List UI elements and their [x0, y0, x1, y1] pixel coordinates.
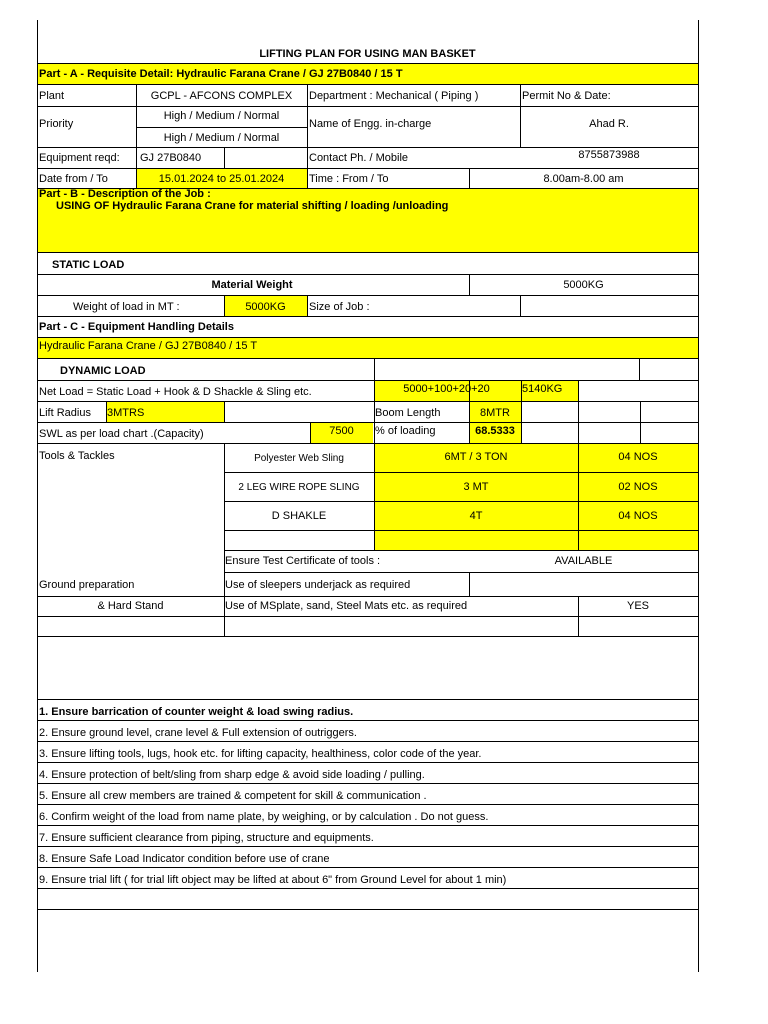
checklist-item-2: 2. Ensure ground level, crane level & Full extension of outriggers.: [39, 727, 357, 739]
job-size-label: Size of Job :: [309, 301, 370, 313]
equipment-value: GJ 27B0840: [140, 152, 202, 164]
checklist-item-3: 3. Ensure lifting tools, lugs, hook etc. for lifting capacity, healthiness, color code of the year.: [39, 748, 482, 760]
checklist-item-1: 1. Ensure barrication of counter weight & load swing radius.: [39, 706, 354, 718]
ground-prep-label: Ground preparation: [39, 579, 135, 591]
equipment-label: Equipment reqd:: [39, 152, 120, 164]
tools-label: Tools & Tackles: [39, 450, 115, 462]
tool-qty: 04 NOS: [618, 510, 658, 522]
dynamic-load-label: DYNAMIC LOAD: [60, 365, 146, 377]
material-weight-value: 5000KG: [563, 279, 604, 291]
date-label: Date from / To: [39, 173, 108, 185]
checklist-item-4: 4. Ensure protection of belt/sling from sharp edge & avoid side loading / pulling.: [39, 769, 425, 781]
net-load-formula: 5000+100+20+20: [403, 383, 490, 395]
department-label: Department : Mechanical ( Piping ): [309, 90, 479, 102]
priority-option-2: High / Medium / Normal: [163, 132, 280, 144]
tool-name: Polyester Web Sling: [254, 453, 344, 464]
part-c-heading: Part - C - Equipment Handling Details: [39, 321, 234, 333]
test-cert-label: Ensure Test Certificate of tools :: [225, 555, 381, 567]
material-weight-label: Material Weight: [211, 279, 293, 291]
swl-value: 7500: [329, 425, 354, 437]
plant-label: Plant: [39, 90, 65, 102]
net-load-total: 5140KG: [522, 383, 563, 395]
checklist-item-6: 6. Confirm weight of the load from name plate, by weighing, or by calculation . Do not guess.: [39, 811, 489, 823]
load-weight-value: 5000KG: [245, 301, 286, 313]
net-load-label: Net Load = Static Load + Hook & D Shackle & Sling etc.: [39, 386, 312, 398]
msplate-value: YES: [626, 600, 649, 612]
boom-length-value: 8MTR: [480, 407, 510, 419]
part-a-heading: Part - A - Requisite Detail: Hydraulic Farana Crane / GJ 27B0840 / 15 T: [39, 68, 403, 80]
part-b-heading: Part - B - Description of the Job :: [39, 188, 211, 200]
static-load-label: STATIC LOAD: [52, 259, 125, 271]
loading-label: % of loading: [375, 425, 436, 437]
checklist-item-7: 7. Ensure sufficient clearance from piping, structure and equipments.: [39, 832, 374, 844]
tool-capacity: 6MT / 3 TON: [444, 451, 508, 463]
time-value: 8.00am-8.00 am: [543, 173, 624, 185]
swl-label: SWL as per load chart .(Capacity): [39, 428, 204, 440]
checklist-item-8: 8. Ensure Safe Load Indicator condition before use of crane: [39, 853, 330, 865]
part-c-equipment: Hydraulic Farana Crane / GJ 27B0840 / 15 T: [39, 340, 258, 352]
test-cert-value: AVAILABLE: [554, 555, 613, 567]
priority-label: Priority: [39, 118, 74, 130]
boom-length-label: Boom Length: [375, 407, 441, 419]
checklist-item-5: 5. Ensure all crew members are trained & competent for skill & communication .: [39, 790, 427, 802]
contact-label: Contact Ph. / Mobile: [309, 152, 409, 164]
tool-name: 2 LEG WIRE ROPE SLING: [238, 482, 360, 493]
load-weight-label: Weight of load in MT :: [73, 301, 180, 313]
checklist-item-9: 9. Ensure trial lift ( for trial lift object may be lifted at about 6" from Ground Level for about 1 min): [39, 874, 507, 886]
permit-label: Permit No & Date:: [522, 90, 611, 102]
plant-value: GCPL - AFCONS COMPLEX: [150, 90, 293, 102]
job-description: USING OF Hydraulic Farana Crane for material shifting / loading /unloading: [56, 200, 449, 212]
priority-option-1: High / Medium / Normal: [163, 110, 280, 122]
msplate-label: Use of MSplate, sand, Steel Mats etc. as required: [225, 600, 468, 612]
time-label: Time : From / To: [309, 173, 389, 185]
lift-radius-label: Lift Radius: [39, 407, 91, 419]
tool-qty: 02 NOS: [618, 481, 658, 493]
date-value: 15.01.2024 to 25.01.2024: [158, 173, 285, 185]
engineer-label: Name of Engg. in-charge: [309, 118, 432, 130]
tool-capacity: 3 MT: [463, 481, 489, 493]
tool-qty: 04 NOS: [618, 451, 658, 463]
engineer-value: Ahad R.: [589, 118, 629, 130]
hard-stand-label: & Hard Stand: [97, 600, 164, 612]
tool-name: D SHAKLE: [271, 510, 327, 522]
tool-capacity: 4T: [469, 510, 483, 522]
page-title: LIFTING PLAN FOR USING MAN BASKET: [259, 48, 476, 60]
sleepers-label: Use of sleepers underjack as required: [225, 579, 411, 591]
lift-radius-value: 3MTRS: [107, 407, 145, 419]
contact-value: 8755873988: [578, 149, 640, 161]
loading-value: 68.5333: [475, 425, 515, 437]
